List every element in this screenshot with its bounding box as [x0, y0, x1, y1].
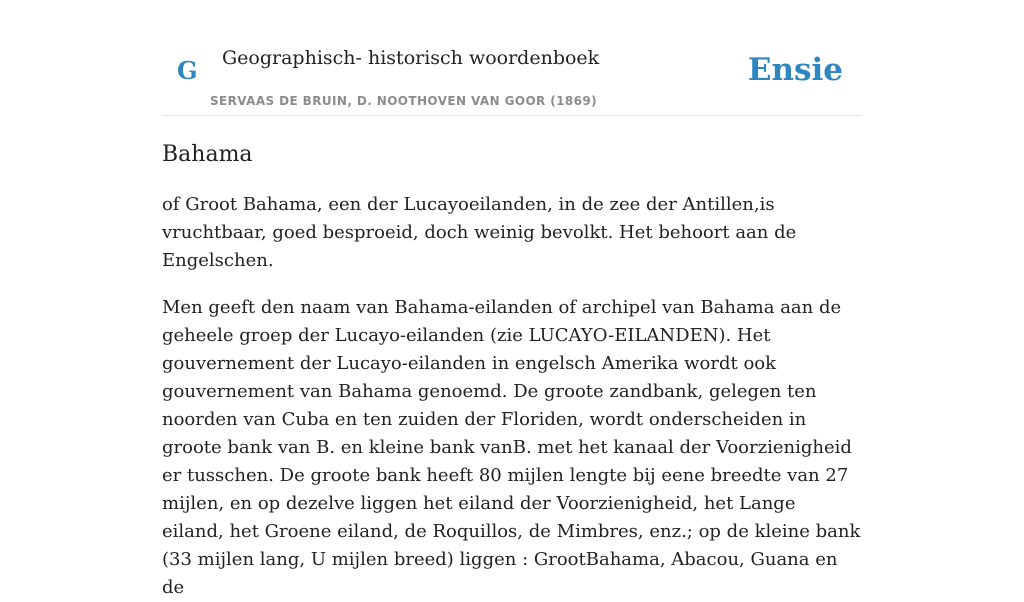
entry-title: Bahama — [162, 142, 253, 167]
book-author: SERVAAS DE BRUIN, D. NOOTHOVEN VAN GOOR (1869) — [210, 94, 598, 108]
entry-paragraph: Men geeft den naam van Bahama-eilanden of archipel van Bahama aan de geheele groep der Lucayo-eilanden (zie LUCAYO-EILANDEN). Het gouvernement der Lucayo-eilanden in engelsch Amerika wordt ook gouvernement van Bahama genoemd. De groote zandbank, gelegen ten noorden van Cuba en ten zuiden der Floriden, wordt onderscheiden in groote bank van B. en kleine bank vanB. met het kanaal der Voorzienigheid er tusschen. De groote bank heeft 80 mijlen lengte bij eene breedte van 27 mijlen, en op dezelve liggen het eiland der Voorzienigheid, het Lange eiland, het Groene eiland, de Roquillos, de Mimbres, enz.; op de kleine bank (33 mijlen lang, U mijlen breed) liggen : GrootBahama, Abacou, Guana en de — [162, 297, 861, 598]
brand-logo[interactable]: Ensie — [747, 52, 843, 88]
book-title[interactable]: Geographisch- historisch woordenboek — [222, 47, 600, 69]
entry-body — [162, 191, 862, 602]
content-container — [162, 0, 862, 602]
book-letter-icon[interactable]: G — [177, 56, 198, 85]
entry-paragraph: of Groot Bahama, een der Lucayoeilanden, in de zee der Antillen,is vruchtbaar, goed besproeid, doch weinig bevolkt. Het behoort aan de Engelschen. — [162, 194, 797, 271]
book-header — [162, 0, 862, 116]
